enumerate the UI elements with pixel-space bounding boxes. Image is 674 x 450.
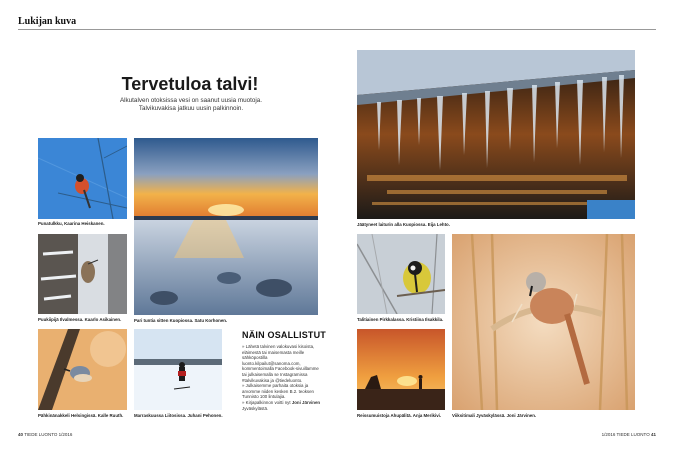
info-paragraph-2: » Julkaisemme parhaita otoksia ja arvomme niiden kesken B.2. teoksen Tunnisto 100 lintulajia. — [242, 383, 314, 400]
page-title: Tervetuloa talvi! — [121, 74, 259, 94]
photo-icicles[interactable] — [357, 50, 635, 219]
caption-nuthatch: Pähkinänakkeli Helsingissä. Kalle Ruuth. — [38, 413, 124, 418]
caption-skier: Marraskuussa Liitosissa. Juhani Pehonen. — [134, 413, 223, 418]
caption-great-tit: Talitiainen Pirkkalassa. Kristiina Ilsakkila. — [357, 317, 444, 322]
caption-sunset-silhouette: Reissumuistoja Ahupälitä. Anja Merikivi. — [357, 413, 442, 418]
photo-treecreeper[interactable] — [38, 234, 127, 314]
page-number-right: 41 — [650, 432, 656, 437]
info-winner-name: Joni Järvinen — [291, 399, 321, 405]
photo-nuthatch[interactable] — [38, 329, 127, 410]
caption-icicles: Jäätyneet laiturin alla Kuopiossa. Eija Lehto. — [357, 222, 450, 227]
footer-left-text: TIEDE LUONTO 1/2016 — [24, 432, 73, 437]
footer-right — [602, 432, 656, 437]
section-title: Lukijan kuva — [18, 16, 77, 27]
photo-sunset-silhouette[interactable] — [357, 329, 445, 410]
info-paragraph-1: » Lähetä talvinen valokuvasi kisoista, eläimestä tai maisemasta meille sähköpostilla luonto.kilpailut@sanoma.com, kommentoimalla Facebook-sivuillamme tai julkaisemalla se Instagramissa #talvikuvakisa ja @tiedeluonto. — [242, 344, 319, 383]
caption-bearded-reedling: Viiksitimali Jyväskylässä. Joni Järvinen. — [452, 413, 537, 418]
info-paragraph-3 — [242, 400, 324, 411]
lead-text — [96, 97, 286, 114]
lead-line-1: Alkutalven otoksissa vesi on saanut uusia muotoja. — [119, 97, 263, 104]
caption-treecreeper: Puukiipijä Ilvalmessa. Kaarlo Asikainen. — [38, 317, 122, 322]
footer-left — [18, 432, 72, 437]
info-winner-suffix: Jyväskylästä. — [242, 405, 269, 411]
photo-skier[interactable] — [134, 329, 222, 410]
caption-sunset-lake: Pari tuntia sitten Kuopiossa. Satu Korhonen. — [134, 318, 228, 323]
photo-sunset-lake[interactable] — [134, 138, 318, 315]
photo-bearded-reedling[interactable] — [452, 234, 635, 410]
info-winner-prefix: » Kirjapalkinnon voitti nyt — [242, 399, 291, 405]
photo-bullfinch[interactable] — [38, 138, 127, 219]
footer-right-text: 1/2016 TIEDE LUONTO — [601, 432, 650, 437]
page-number-left: 40 — [18, 432, 24, 437]
info-text — [242, 344, 324, 411]
info-heading: NÄIN OSALLISTUT — [242, 330, 326, 340]
photo-great-tit[interactable] — [357, 234, 445, 314]
header-rule — [18, 29, 656, 30]
lead-line-2: Talvikuvakisa jatkuu uusin palkinnoin. — [138, 105, 244, 113]
caption-bullfinch: Punatulkku, Kaarina Heiskanen. — [38, 221, 105, 226]
